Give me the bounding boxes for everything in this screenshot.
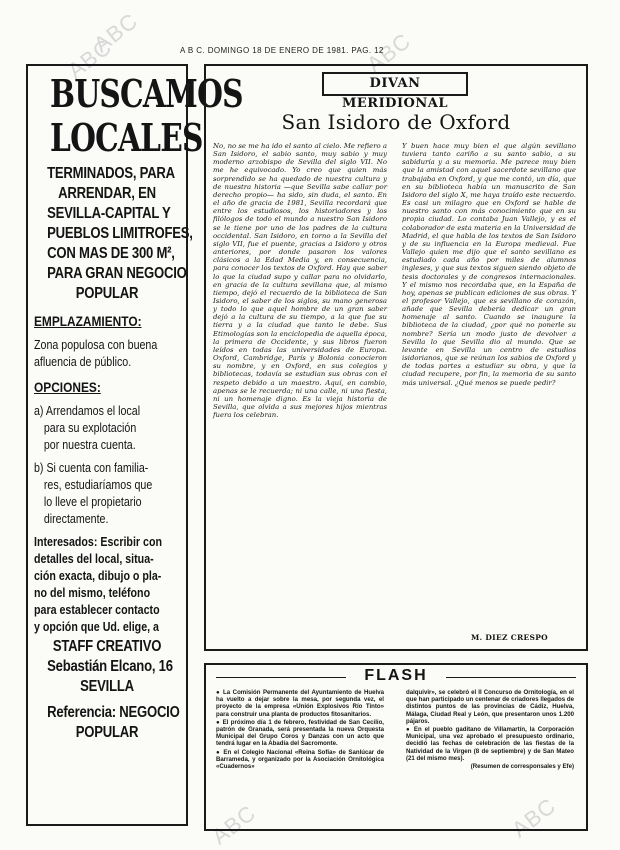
flash-box <box>204 663 588 831</box>
flash-item: ● En el Colegio Nacional «Reina Sofía» de Sanlúcar de Barrameda, y organizado por la Asociación Ornitológica «Cuadernos» <box>216 748 384 771</box>
ad-city: SEVILLA <box>80 678 134 695</box>
ad-company: STAFF CREATIVO <box>52 638 162 655</box>
watermark: ABC <box>207 799 261 850</box>
ad-intro-line: ARRENDAR, EN <box>58 185 156 202</box>
section-heading: DIVAN MERIDIONAL <box>322 72 468 96</box>
watermark: ABC <box>362 27 416 78</box>
ad-option-b-line: directamente. <box>43 511 109 526</box>
ad-emplazamiento-heading: EMPLAZAMIENTO: <box>34 313 142 329</box>
flash-rule-left <box>216 677 346 678</box>
page-header: A B C. DOMINGO 18 DE ENERO DE 1981. PAG. 12 <box>180 46 384 55</box>
article-byline: M. DIEZ CRESPO <box>470 633 548 642</box>
ad-opciones-heading: OPCIONES: <box>34 379 101 395</box>
article <box>204 64 588 651</box>
watermark: ABC <box>63 33 117 84</box>
article-paragraph: Y buen hace muy bien el que algún sevillano tuviera tanto cariño a su santo sabio, a su sabiduría y a su memoria. Me parece muy bien que la amistad con aquel sacerdote sevillano que trabajaba en Oxford, y que me contó, un día, que en su biblioteca había un manuscrito de San Isidoro del siglo X, me haya traído este recuerdo. Es casi un milagro que en Oxford se hable de nuestro santo con más conocimiento que en su propia ciudad. Lo contaba Juan Vallejo, y es el colaborador de esta materia en la Universidad de Madrid, el que habla de los textos de San Isidoro y de su influencia en la Europa medieval. Fue Vallejo quien me dijo que el santo sevillano es estudiado cada año por miles de alumnos ingleses, y que sus textos siguen siendo objeto de tesis doctorales y de congresos internacionales. Y el mismo nos recordaba que, en la España de hoy, apenas se publican ediciones de sus obras. Y el profesor Vallejo, que es sevillano de corazón, añade que Sevilla debería dedicar un gran homenaje al santo. Cuando se inaugure la biblioteca de la ciudad, ¿por qué no ponerle su nombre? Sería un modo justo de devolver a Sevilla lo que Sevilla dio al mundo. Que se levante en Sevilla un centro de estudios isidorianos, que se reúnan los sabios de Oxford y de todas partes a estudiar su obra, y que la ciudad recupere, por fin, la memoria de su santo más universal. ¿Qué menos se puede pedir? <box>402 142 576 387</box>
ad-option-b-line: b) Si cuenta con familia- <box>34 460 149 475</box>
ad-address: Sebastián Elcano, 16 <box>47 658 173 675</box>
ad-contact-line: ción exacta, dibujo o pla- <box>34 568 162 583</box>
ad-intro-line: PARA GRAN NEGOCIO <box>47 265 187 282</box>
ad-contact-line: para establecer contacto <box>34 602 160 617</box>
flash-rule-right <box>446 677 576 678</box>
article-title: San Isidoro de Oxford <box>281 110 511 134</box>
flash-column-right <box>406 689 574 771</box>
advertisement <box>26 64 243 826</box>
ad-option-a-line: a) Arrendamos el local <box>34 403 141 418</box>
ad-reference: Referencia: NEGOCIO <box>47 704 180 721</box>
ad-reference: POPULAR <box>75 724 139 741</box>
flash-item: ● La Comisión Permanente del Ayuntamiento de Huelva ha vuelto a dejar sobre la mesa, por segunda vez, el proyecto de la empresa «Unión Explosivos Río Tinto» para construir una planta de productos fitosanitarios. <box>216 689 384 718</box>
ad-contact-line: detalles del local, situa- <box>34 551 154 566</box>
ad-intro <box>34 164 193 304</box>
article-column-left <box>213 142 387 419</box>
flash-credit: (Resumen de corresponsales y Efe) <box>470 763 574 771</box>
ad-contact-line: no del mismo, teléfono <box>34 585 151 600</box>
ad-emplazamiento-line: Zona populosa con buena <box>34 337 158 352</box>
article-paragraph: No, no se me ha ido el santo al cielo. Me refiero a San Isidoro, el sabio santo, muy sabio y muy moderno arzobispo de Sevilla del siglo VII. No me he equivocado. Yo creo que quien más sorprendido se ha quedado de nuestra cultura y de nuestra historia —que Sevilla sabe callar por derecho propio— ha sido, sin duda, el santo. En el año de gracia de 1981, Sevilla recordará que entre los estudiosos, los historiadores y los filólogos de todo el mundo a nuestro San Isidoro se le tiene por uno de los padres de la cultura occidental. San Isidoro, en torno a la Sevilla del siglo VII, fue el puente, gracias a Isidoro y otros anteriores, por donde pasaron los valores clásicos a la Edad Media y, en consecuencia, para conocer los textos de Oxford. Hay que saber lo que la ciudad supo y callar para no olvidarlo, en gracia de la cultura sevillana que, al mismo tiempo, dejó el recuerdo de la biblioteca de San Isidoro, el saber de los siglos, su mano generosa y todo lo que aquel hombre de un gran saber dejó a la cultura de su tiempo, a la que fue su tierra y a la ciudad que tanto le debe. Sus Etimologías son la enciclopedia de aquella época, la primera de Occidente, y sus libros fueron leídos en todas las universidades de Europa. Oxford, Cambridge, París y Bolonia conocieron su nombre, y en Oxford, en sus colegios y bibliotecas, todavía se estudian sus obras con el respeto debido a un maestro. Aquí, en cambio, apenas se le recuerda; ni una calle, ni una fiesta, ni un homenaje digno. Es la vieja historia de Sevilla, que olvida a sus mejores hijos mientras fuera los celebran. <box>213 142 387 420</box>
ad-intro-line: SEVILLA-CAPITAL Y <box>47 205 171 222</box>
ad-intro-line: CON MAS DE 300 M², <box>47 245 175 262</box>
ad-option-a-line: para su explotación <box>43 420 137 435</box>
ad-intro-line: POPULAR <box>75 285 139 302</box>
ad-option-b-line: lo lleve el propietario <box>43 494 142 509</box>
flash-column-left <box>216 689 384 771</box>
flash-item: ● El próximo día 1 de febrero, festividad de San Cecilio, patrón de Granada, será presentada la nueva Orquesta Municipal del Grupo Coros y Danzas con un acto que tendrá lugar en la Abadía del Sacromonte. <box>216 718 384 748</box>
ad-title-line-1: BUSCAMOS <box>50 71 243 116</box>
flash-item: ● En el pueblo gaditano de Villamartín, la Corporación Municipal, una vez aprobado el presupuesto ordinario, decidió las fechas de celebración de las fiestas de la Natividad de la Virgen (8 de septiembre) y de San Mateo (21 del mismo mes). <box>406 726 574 762</box>
watermark: ABC <box>89 7 143 58</box>
flash-title: FLASH <box>346 667 446 685</box>
ad-contact-line: Interesados: Escribir con <box>34 534 162 549</box>
article-column-right <box>402 142 576 387</box>
ad-option-b-line: res, estudiaríamos que <box>43 477 153 492</box>
ad-title-line-2: LOCALES <box>50 115 203 160</box>
ad-emplazamiento-line: afluencia de público. <box>34 354 132 369</box>
ad-contact-line: y opción que Ud. elige, a <box>34 619 159 634</box>
flash-item: dalquivir», se celebró el II Concurso de Ornitología, en el que han participado un centenar de criadores llegados de distintos puntos de las provincias de Cádiz, Huelva, Málaga, Ciudad Real y León, que presentaron unos 1.200 pájaros. <box>406 689 574 725</box>
ad-option-a-line: por nuestra cuenta. <box>43 437 136 452</box>
ad-intro-line: TERMINADOS, PARA <box>47 165 175 182</box>
watermark: ABC <box>507 792 561 843</box>
ad-intro-line: PUEBLOS LIMITROFES, <box>47 225 193 242</box>
